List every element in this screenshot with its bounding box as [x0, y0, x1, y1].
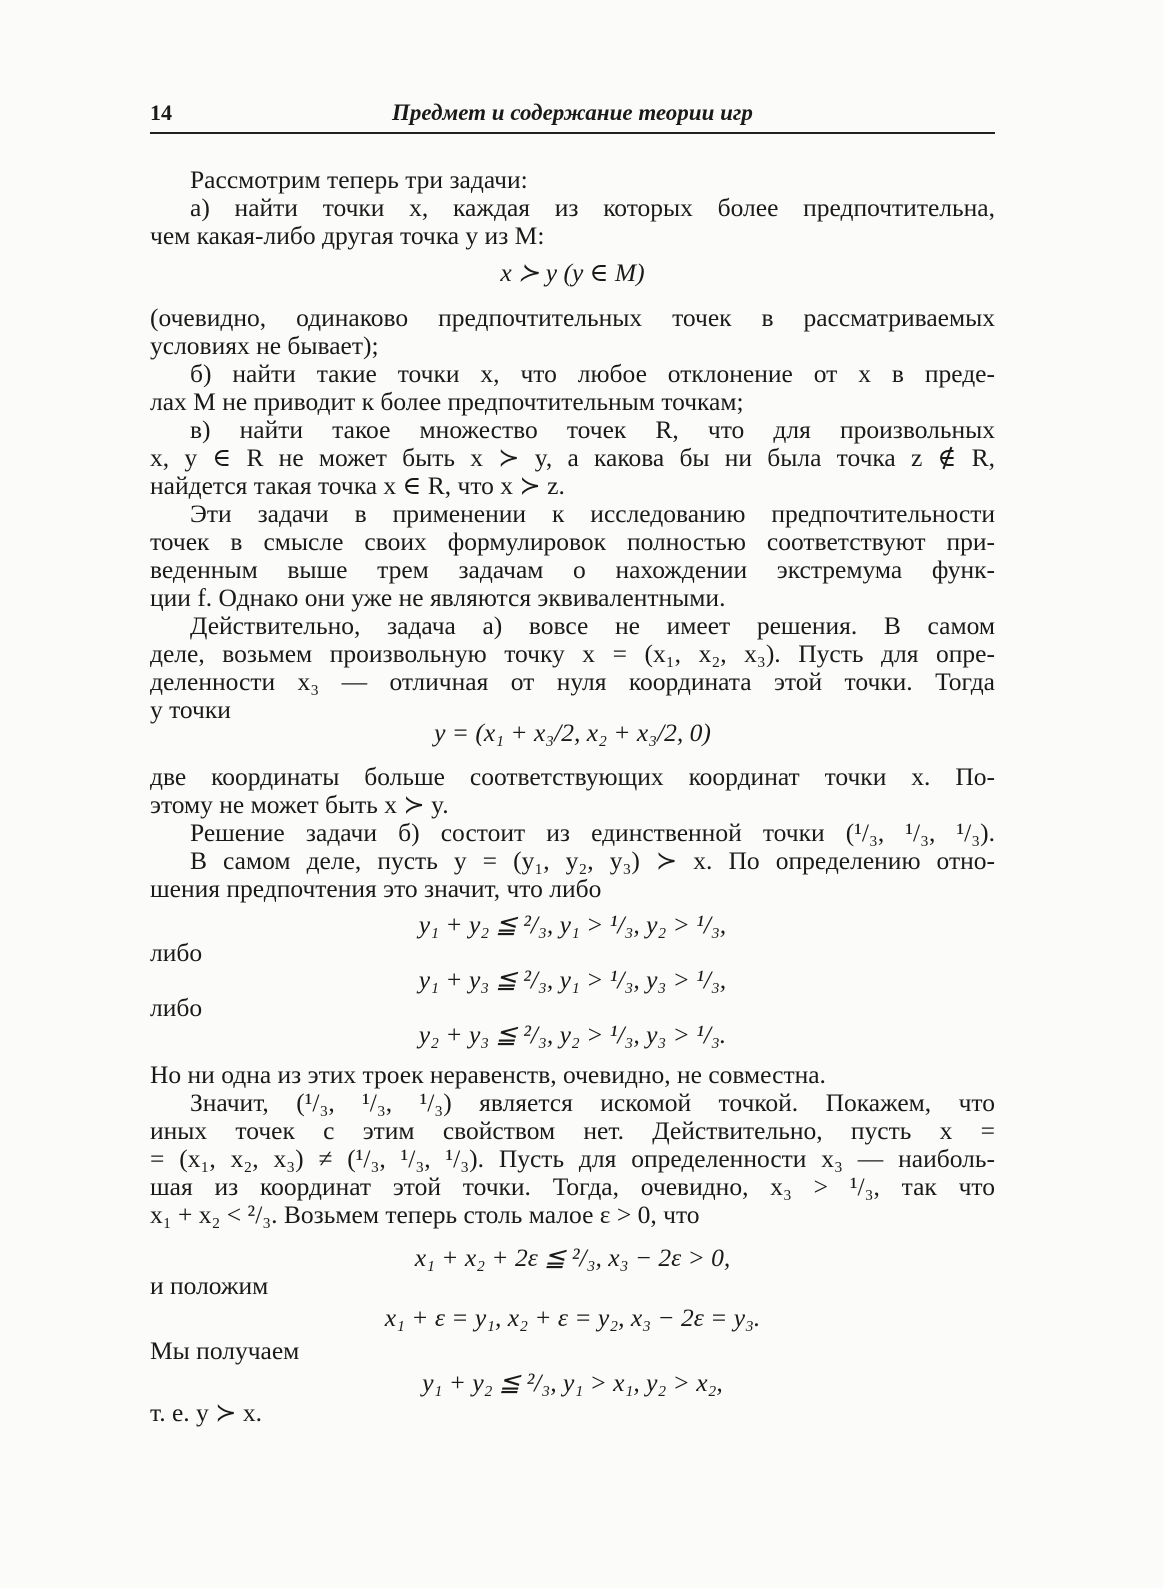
text-line: либо: [150, 993, 203, 1022]
text-line: б) найти такие точки x, что любое отклонение от x в преде-: [190, 359, 995, 388]
text-line: Эти задачи в применении к исследованию предпочтительности: [190, 499, 995, 528]
formula: x₁ + x₂ + 2ε ≦ ²/₃, x₃ − 2ε > 0,: [414, 1243, 731, 1272]
text-line: = (x₁, x₂, x₃) ≠ (¹/₃, ¹/₃, ¹/₃). Пусть для определенности x₃ — наиболь-: [150, 1144, 995, 1173]
header-rule: [150, 132, 995, 134]
text-line: Действительно, задача а) вовсе не имеет решения. В самом: [190, 611, 995, 640]
text-line: чем какая-либо другая точка y из M:: [150, 221, 545, 250]
text-line: лах M не приводит к более предпочтительным точкам;: [150, 387, 744, 416]
text-line: x₁ + x₂ < ²/₃. Возьмем теперь столь малое ε > 0, что: [150, 1200, 700, 1229]
formula: x₁ + ε = y₁, x₂ + ε = y₂, x₃ − 2ε = y₃.: [384, 1303, 761, 1332]
formula: y₁ + y₂ ≦ ²/₃, y₁ > x₁, y₂ > x₂,: [422, 1368, 723, 1397]
text-line: у точки: [150, 695, 231, 724]
page-header: [150, 100, 995, 130]
text-line: Но ни одна из этих троек неравенств, очевидно, не совместна.: [150, 1060, 826, 1089]
page-number: 14: [150, 100, 172, 125]
formula: x ≻ y (y ∈ M): [500, 258, 645, 287]
text-line: т. е. y ≻ x.: [150, 1398, 263, 1427]
text-line: шения предпочтения это значит, что либо: [150, 874, 602, 903]
formula: y = (x₁ + x₃/2, x₂ + x₃/2, 0): [434, 718, 711, 747]
text-line: веденным выше трем задачам о нахождении экстремума функ-: [150, 555, 995, 584]
formula: y₁ + y₃ ≦ ²/₃, y₁ > ¹/₃, y₃ > ¹/₃,: [418, 965, 727, 994]
text-line: а) найти точки x, каждая из которых более предпочтительна,: [190, 193, 995, 222]
text-line: условиях не бывает);: [150, 331, 379, 360]
running-title: Предмет и содержание теории игр: [392, 100, 753, 125]
text-line: в) найти такое множество точек R, что для произвольных: [190, 415, 995, 444]
text-line: шая из координат этой точки. Тогда, очевидно, x₃ > ¹/₃, так что: [150, 1172, 995, 1201]
text-line: Решение задачи б) состоит из единственной точки (¹/₃, ¹/₃, ¹/₃).: [190, 818, 995, 847]
formula: y₂ + y₃ ≦ ²/₃, y₂ > ¹/₃, y₃ > ¹/₃.: [418, 1020, 727, 1049]
text-line: либо: [150, 938, 203, 967]
text-line: Рассмотрим теперь три задачи:: [190, 165, 528, 194]
text-line: x, y ∈ R не может быть x ≻ y, а какова бы ни была точка z ∉ R,: [150, 443, 995, 472]
text-line: деленности x₃ — отличная от нуля координата этой точки. Тогда: [150, 667, 995, 696]
text-line: Мы получаем: [150, 1336, 300, 1365]
formula: y₁ + y₂ ≦ ²/₃, y₁ > ¹/₃, y₂ > ¹/₃,: [418, 910, 727, 939]
text-line: точек в смысле своих формулировок полностью соответствуют при-: [150, 527, 995, 556]
text-line: ции f. Однако они уже не являются эквивалентными.: [150, 583, 726, 612]
text-line: В самом деле, пусть y = (y₁, y₂, y₃) ≻ x. По определению отно-: [190, 846, 995, 875]
text-line: две координаты больше соответствующих координат точки x. По-: [150, 762, 995, 791]
text-line: найдется такая точка x ∈ R, что x ≻ z.: [150, 471, 565, 500]
text-line: этому не может быть x ≻ y.: [150, 790, 449, 819]
text-line: деле, возьмем произвольную точку x = (x₁, x₂, x₃). Пусть для опре-: [150, 639, 995, 668]
text-line: и положим: [150, 1271, 269, 1300]
text-line: иных точек с этим свойством нет. Действительно, пусть x =: [150, 1116, 995, 1145]
text-line: (очевидно, одинаково предпочтительных точек в рассматриваемых: [150, 303, 995, 332]
text-line: Значит, (¹/₃, ¹/₃, ¹/₃) является искомой точкой. Покажем, что: [190, 1088, 995, 1117]
